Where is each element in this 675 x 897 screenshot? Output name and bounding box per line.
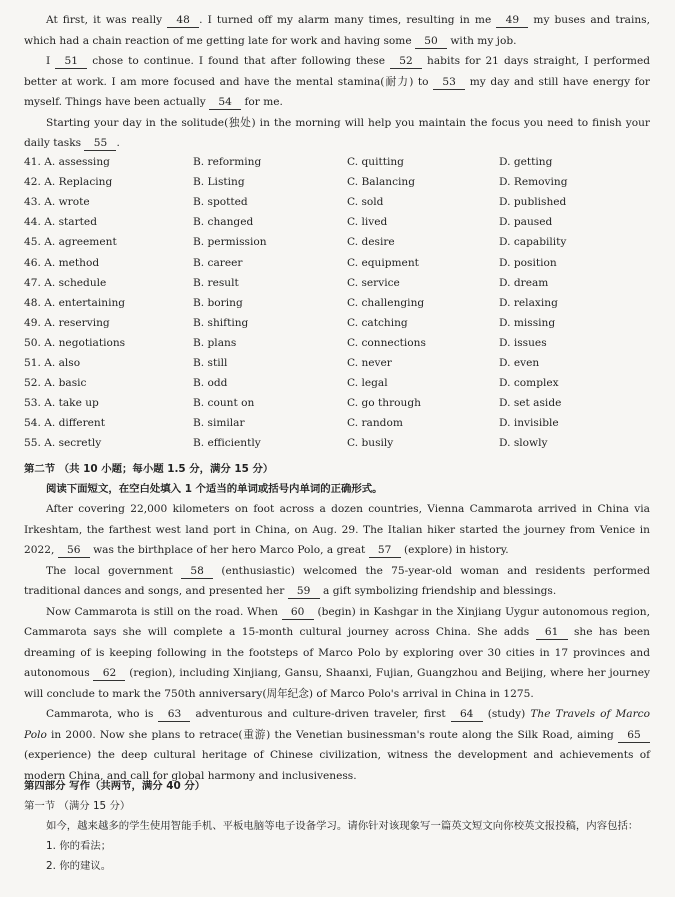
paragraph: At first, it was really 48 . I turned off my alarm many times, resulting in me 49 my buses and trains, which had a chain reaction of me getting late for work and having some 50 with my job. (24, 14, 650, 47)
blank-52: 52 (390, 55, 422, 69)
section-2-header: 第二节 （共 10 小题；每小题 1.5 分，满分 15 分） (24, 463, 274, 475)
section-2-instruction: 阅读下面短文，在空白处填入 1 个适当的单词或括号内单词的正确形式。 (46, 483, 383, 495)
blank-53: 53 (433, 76, 465, 90)
option: 50. A. negotiations (24, 336, 126, 349)
option-row (0, 357, 675, 377)
blank-58: 58 (181, 565, 213, 579)
book-title: The Travels of Marco Polo (24, 708, 650, 741)
blank-63: 63 (158, 708, 190, 722)
option: C. challenging (347, 296, 425, 309)
paragraph: Now Cammarota is still on the road. When 60 (begin) in Kashgar in the Xinjiang Uygur autonomous region, Cammarota says she will complete a 15-month cultural journey across China. She adds 61 she has been dreaming of is keeping following in the footsteps of Marco Polo by exploring over 30 cities in 17 provinces and autonomous 62 (region), including Xinjiang, Gansu, Shaanxi, Fujian, Guangzhou and Beijing, where her journey will conclude to mark the 750th anniversary(周年纪念) of Marco Polo's arrival in China in 1275. (24, 605, 651, 700)
option: C. Balancing (347, 176, 416, 189)
option: C. lived (347, 216, 388, 229)
option: B. career (193, 256, 243, 269)
option: C. never (347, 357, 392, 369)
option-row (0, 337, 675, 357)
option: 47. A. schedule (24, 276, 107, 289)
option: C. desire (347, 236, 395, 249)
option: 51. A. also (24, 357, 81, 369)
paragraph: Starting your day in the solitude(独处) in the morning will help you maintain the focus you need to finish your daily tasks 55 . (24, 116, 650, 149)
option: 42. A. Replacing (24, 176, 113, 189)
option-row (0, 196, 675, 216)
option-row (0, 317, 675, 337)
option: D. relaxing (499, 296, 558, 309)
option-row (0, 397, 675, 417)
option: D. paused (499, 216, 553, 229)
option: B. boring (193, 296, 243, 309)
option-row (0, 236, 675, 256)
option: D. invisible (499, 417, 559, 430)
option-row (0, 377, 675, 397)
blank-54: 54 (209, 96, 241, 110)
part-4 (24, 776, 650, 876)
blank-56: 56 (58, 544, 90, 558)
paragraph: The local government 58 (enthusiastic) welcomed the 75-year-old woman and residents performed traditional dances and songs, and presented her 59 a gift symbolizing friendship and blessings. (24, 564, 650, 597)
prompt-item: 2. 你的建议。 (46, 860, 112, 872)
option: D. position (499, 256, 557, 269)
blank-57: 57 (369, 544, 401, 558)
paragraph: I 51 chose to continue. I found that after following these 52 habits for 21 days straight, I performed better at work. I am more focused and have the mental stamina(耐力) to 53 my day and still have energy for myself. Things have been actually 54 for me. (24, 55, 651, 108)
option: C. connections (347, 336, 426, 349)
cloze-passage (24, 10, 650, 154)
option-row (0, 437, 675, 457)
part-4-sub: 第一节 （满分 15 分） (24, 800, 131, 812)
option: D. slowly (499, 437, 548, 450)
option: D. complex (499, 377, 559, 390)
option: D. issues (499, 336, 547, 349)
option: B. count on (193, 397, 255, 410)
option: B. odd (193, 377, 228, 390)
option: 52. A. basic (24, 377, 87, 390)
blank-60: 60 (282, 606, 314, 620)
option: B. still (193, 357, 228, 369)
option-row (0, 176, 675, 196)
option: C. legal (347, 377, 388, 390)
option: 41. A. assessing (24, 156, 110, 168)
option: D. dream (499, 276, 549, 289)
option: D. Removing (499, 176, 568, 189)
option: C. go through (347, 397, 421, 410)
option-row (0, 417, 675, 437)
option: D. missing (499, 316, 556, 329)
option: 54. A. different (24, 417, 105, 430)
section-2 (24, 459, 650, 786)
option: B. reforming (193, 156, 262, 168)
option: B. Listing (193, 176, 245, 189)
option-row (0, 277, 675, 297)
option: 44. A. started (24, 216, 97, 229)
option: C. catching (347, 316, 408, 329)
option: 43. A. wrote (24, 196, 90, 209)
option: B. spotted (193, 196, 248, 209)
option: C. random (347, 417, 403, 430)
option: 48. A. entertaining (24, 296, 126, 309)
option: C. busily (347, 437, 394, 450)
blank-62: 62 (93, 667, 125, 681)
option: 49. A. reserving (24, 316, 110, 329)
option: D. set aside (499, 397, 562, 410)
option: 55. A. secretly (24, 437, 102, 450)
option: B. changed (193, 216, 254, 229)
option: 46. A. method (24, 256, 100, 269)
option: B. efficiently (193, 437, 261, 450)
blank-64: 64 (451, 708, 483, 722)
option: D. even (499, 357, 540, 369)
blank-50: 50 (415, 35, 447, 49)
option: B. shifting (193, 316, 249, 329)
option-row (0, 257, 675, 277)
blank-49: 49 (496, 14, 528, 28)
writing-prompt: 如今，越来越多的学生使用智能手机、平板电脑等电子设备学习。请你针对该现象写一篇英文短文向你校英文报投稿，内容包括： (46, 820, 639, 832)
option: D. published (499, 196, 567, 209)
option: C. equipment (347, 256, 419, 269)
option: C. quitting (347, 156, 404, 168)
option: C. service (347, 276, 400, 289)
option: 45. A. agreement (24, 236, 117, 249)
option: B. plans (193, 336, 237, 349)
option: C. sold (347, 196, 384, 209)
option-row (0, 216, 675, 236)
blank-61: 61 (536, 626, 568, 640)
paragraph: After covering 22,000 kilometers on foot across a dozen countries, Vienna Cammarota arrived in China via Irkeshtam, the farthest west land port in China, on Aug. 29. The Italian hiker started the journey from Venice in 2022, 56 was the birthplace of her hero Marco Polo, a great 57 (explore) in history. (24, 503, 650, 556)
blank-48: 48 (167, 14, 199, 28)
paragraph: Cammarota, who is 63 adventurous and culture-driven traveler, first 64 (study) The Travels of Marco Polo in 2000. Now she plans to retrace(重游) the Venetian businessman's route along the Silk Road, aiming 65 (experience) the deep cultural heritage of Chinese civilization, witness the development and achievements of modern China, and call for global harmony and inclusiveness. (24, 708, 650, 782)
option: B. result (193, 276, 239, 289)
blank-55: 55 (84, 137, 116, 151)
option: 53. A. take up (24, 397, 99, 410)
part-4-header: 第四部分 写作（共两节，满分 40 分） (24, 780, 206, 792)
option: B. permission (193, 236, 267, 249)
option: D. capability (499, 236, 567, 249)
blank-51: 51 (55, 55, 87, 69)
prompt-item: 1. 你的看法； (46, 840, 112, 852)
blank-59: 59 (288, 585, 320, 599)
option-row (0, 297, 675, 317)
option: B. similar (193, 417, 245, 430)
option: D. getting (499, 156, 553, 168)
option-row (0, 156, 675, 176)
blank-65: 65 (618, 729, 650, 743)
